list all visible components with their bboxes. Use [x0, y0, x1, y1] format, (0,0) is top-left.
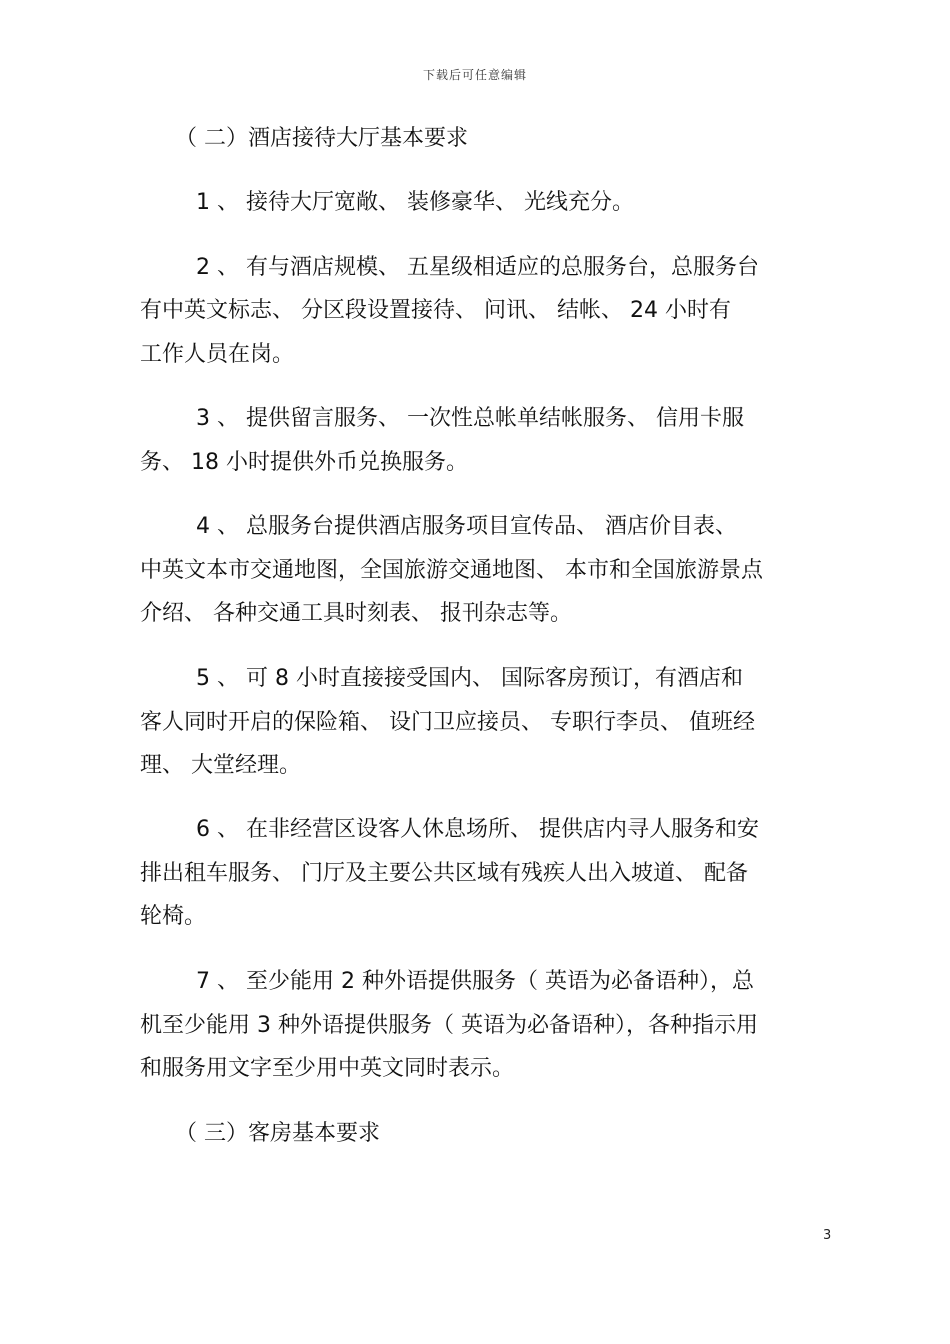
paragraph-line: 工作人员在岗。 [140, 342, 295, 367]
paragraph-line: 轮椅。 [140, 904, 207, 929]
paragraph-line: 务、 18 小时提供外币兑换服务。 [140, 450, 468, 475]
page-number: 3 [823, 1228, 832, 1243]
paragraph-line: 和服务用文字至少用中英文同时表示。 [140, 1056, 515, 1081]
paragraph-line: 客人同时开启的保险箱、 设门卫应接员、 专职行李员、 值班经 [140, 710, 755, 735]
paragraph-line: 2 、 有与酒店规模、 五星级相适应的总服务台，总服务台 [196, 255, 759, 280]
paragraph-line: 3 、 提供留言服务、 一次性总帐单结帐服务、 信用卡服 [196, 406, 744, 431]
paragraph-line: 5 、 可 8 小时直接接受国内、 国际客房预订，有酒店和 [196, 666, 743, 691]
paragraph-line: 理、 大堂经理。 [140, 753, 301, 778]
paragraph-line: 中英文本市交通地图，全国旅游交通地图、 本市和全国旅游景点 [140, 558, 763, 583]
paragraph-line: 1 、 接待大厅宽敞、 装修豪华、 光线充分。 [196, 190, 634, 215]
section-heading: （ 二）酒店接待大厅基本要求 [175, 126, 468, 151]
paragraph-line: 7 、 至少能用 2 种外语提供服务（ 英语为必备语种），总 [196, 969, 754, 994]
paragraph-line: 介绍、 各种交通工具时刻表、 报刊杂志等。 [140, 601, 572, 626]
paragraph-line: 有中英文标志、 分区段设置接待、 问讯、 结帐、 24 小时有 [140, 298, 731, 323]
paragraph-line: 6 、 在非经营区设客人休息场所、 提供店内寻人服务和安 [196, 817, 759, 842]
paragraph-line: 排出租车服务、 门厅及主要公共区域有残疾人出入坡道、 配备 [140, 861, 748, 886]
page-header: 下载后可任意编辑 [422, 68, 527, 82]
paragraph-line: 4 、 总服务台提供酒店服务项目宣传品、 酒店价目表、 [196, 514, 737, 539]
paragraph-line: 机至少能用 3 种外语提供服务（ 英语为必备语种），各种指示用 [140, 1013, 758, 1038]
section-heading: （ 三）客房基本要求 [175, 1121, 380, 1146]
